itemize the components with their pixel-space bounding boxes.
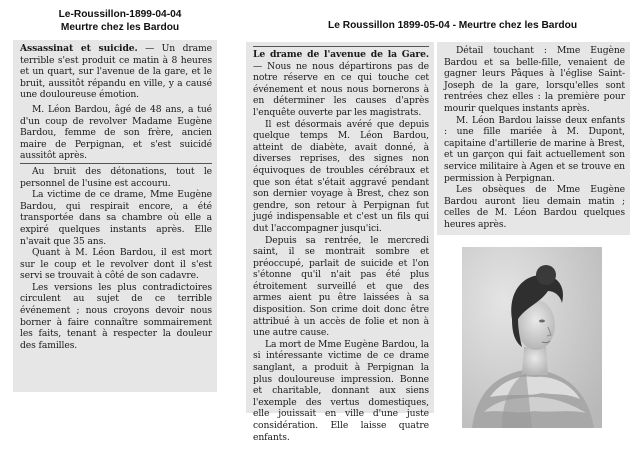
article-left-paragraph-6: Les versions les plus contradictoires circulent au sujet de ce terrible événement ; nous croyons devoir nous borner à faire connaître sommairement les faits, tenant à respecter la douleur des familles.: [20, 281, 212, 351]
article-left-headline: Assassinat et suicide.: [20, 43, 138, 54]
header-right-title: Le Roussillon 1899-05-04 - Meurtre chez les Bardou: [328, 20, 578, 31]
article-left-paragraph-5: Quant à M. Léon Bardou, il est mort sur le coup et le revolver dont il s'est servi se trouvait à côté de son cadavre.: [20, 247, 212, 282]
woman-portrait-photo: [462, 247, 602, 428]
article-right-paragraph-3: Les obsèques de Mme Eugène Bardou auront lieu demain matin ; celles de M. Léon Bardou quelques heures après.: [444, 184, 625, 230]
article-left-paragraph-1: — Un drame terrible s'est produit ce matin à 8 heures et un quart, sur l'avenue de la gare, et le bruit, aussitôt répandu en ville, y a causé une douloureuse émotion.: [20, 43, 212, 101]
article-right-paragraph-2: M. Léon Bardou laisse deux enfants : une fille mariée à M. Dupont, capitaine d'artillerie de marine à Brest, et un garçon qui fait actuellement son service militaire à Agen et se trouve en permission à Perpignan.: [444, 114, 625, 184]
article-middle-paragraph-1: — Nous ne nous départirons pas de notre réserve en ce qui touche cet événement et nous nous bornerons à en déterminer les causes d'après l'enquête ouverte par les magistrats.: [253, 60, 429, 118]
article-middle-paragraph-2: Il est désormais avéré que depuis quelque temps M. Léon Bardou, atteint de diabète, avait donné, à diverses reprises, des signes non équivoques de troubles cérébraux et que son état s'était aggravé pendant son dernier voyage à Brest, chez son gendre, son retour à Perpignan fut jugé indispensable et c'est un fils qui dut l'accompagner jusqu'ici.: [253, 118, 429, 234]
portrait-icon: [462, 247, 602, 428]
header-left: [50, 8, 190, 34]
header-left-date: Le-Roussillon-1899-04-04: [58, 9, 182, 20]
newspaper-clipping-left: [13, 40, 217, 392]
article-middle-paragraph-3: Depuis sa rentrée, le mercredi saint, il se montrait sombre et préoccupé, parlait de suicide et l'on s'étonne qu'il n'ait pas été plus étroitement surveillé et que des armes aient pu être laissées à sa disposition. Son crime doit donc être attribué à un accès de folie et non à une autre cause.: [253, 234, 429, 339]
header-left-title: Meurtre chez les Bardou: [60, 22, 180, 33]
newspaper-clipping-right: [437, 42, 630, 235]
article-left-paragraph-2: M. Léon Bardou, âgé de 48 ans, a tué d'un coup de revolver Madame Eugène Bardou, femme de son frère, ancien maire de Perpignan, et s'est suicidé aussitôt après.: [20, 103, 212, 162]
article-right-paragraph-1: Détail touchant : Mme Eugène Bardou et sa belle-fille, venaient de gagner leurs Pâques à l'église Saint-Joseph de la gare, lorsqu'elles sont rentrées chez elles : la première pour mourir quelques instants après.: [444, 45, 625, 114]
newspaper-clipping-middle: [246, 42, 434, 443]
article-left: [13, 40, 217, 351]
article-middle-paragraph-4: La mort de Mme Eugène Bardou, la si intéressante victime de ce drame sanglant, a produit à Perpignan la plus douloureuse impression. Bonne et charitable, donnant aux siens l'exemple des vertus domestiques, elle jouissait en ville d'une juste considération. Elle laisse quatre enfants.: [253, 338, 429, 443]
divider: [20, 163, 212, 164]
article-left-paragraph-3: Au bruit des détonations, tout le personnel de l'usine est accouru.: [20, 165, 212, 189]
article-left-paragraph-4: La victime de ce drame, Mme Eugène Bardou, qui respirait encore, a été transportée dans sa chambre où elle a expiré quelques instants après. Elle n'avait que 35 ans.: [20, 189, 212, 247]
article-middle: [246, 42, 434, 443]
article-middle-headline: Le drame de l'avenue de la Gare.: [253, 49, 429, 60]
header-right: [328, 19, 628, 32]
divider: [253, 46, 429, 47]
article-right: [437, 42, 630, 231]
